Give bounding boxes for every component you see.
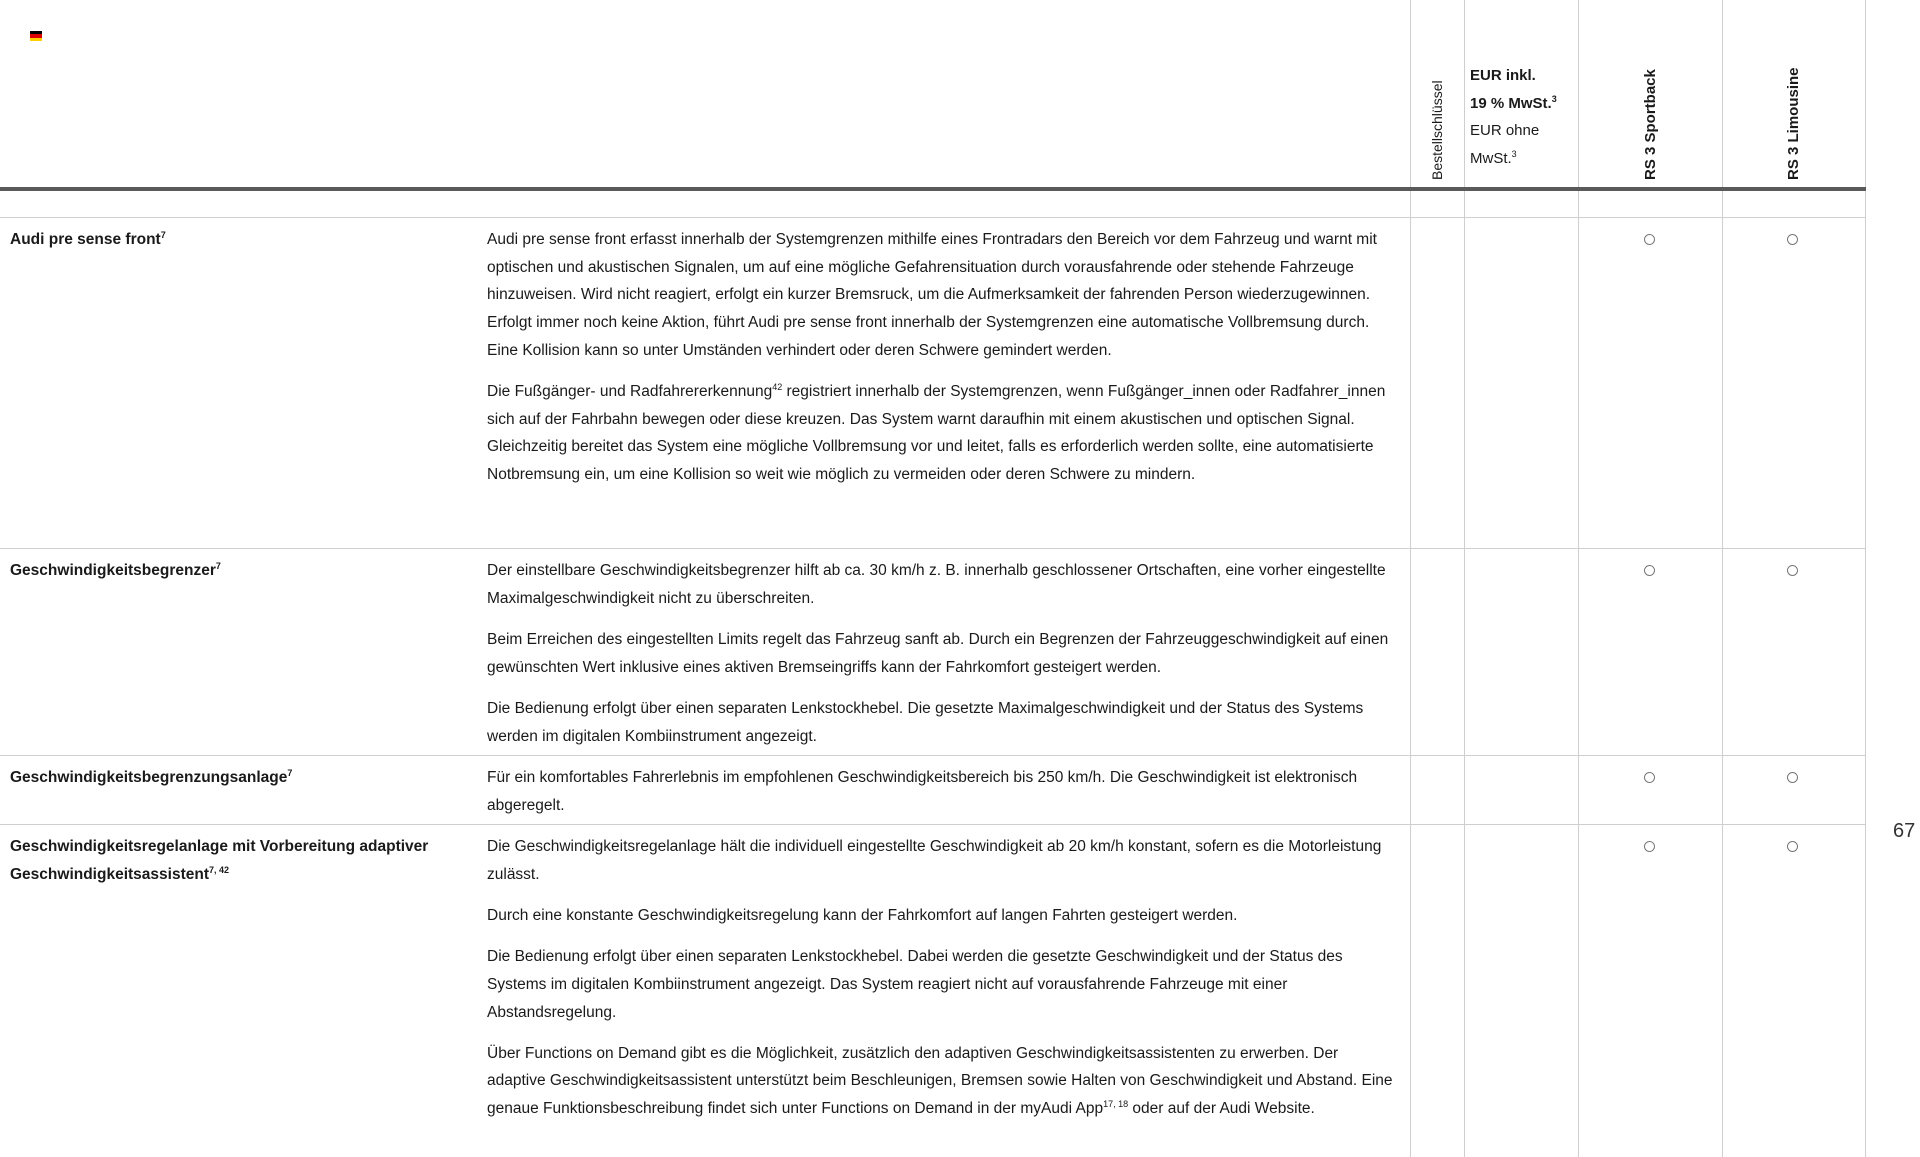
header-rule	[0, 187, 1866, 191]
feature-name: Audi pre sense front$^7$	[10, 229, 166, 248]
feature-description	[487, 557, 1397, 764]
optional-equipment-icon	[1787, 565, 1798, 576]
model-header-sportback: RS 3 Sportback	[1642, 69, 1659, 180]
price-excl-line1: EUR ohne	[1470, 122, 1540, 139]
price-incl-line2: 19 % MwSt.$^3$	[1470, 93, 1557, 112]
optional-equipment-icon	[1787, 772, 1798, 783]
feature-name: Geschwindigkeitsregelanlage mit Vorbereitung adaptiver Geschwindigkeitsassistent$^{7, 42}$	[10, 838, 429, 883]
column-divider	[1578, 0, 1579, 1157]
feature-name: Geschwindigkeitsbegrenzer$^7$	[10, 560, 221, 579]
column-divider	[1722, 0, 1723, 1157]
row-divider	[0, 217, 1866, 218]
description-paragraph: Über Functions on Demand gibt es die Möglichkeit, zusätzlich den adaptiven Geschwindigkeitsassistenten zu erwerben. Der adaptive Geschwindigkeitsassistent unterstützt beim Beschleunigen, Bremsen sowie Halten von Geschwindigkeit und Abstand. Eine genaue Funktionsbeschreibung findet sich unter Functions on Demand in der myAudi App$^{17, 18}$ oder auf der Audi Website.	[487, 1044, 1393, 1118]
flag-stripe-gold	[30, 38, 42, 41]
description-paragraph: Durch eine konstante Geschwindigkeitsregelung kann der Fahrkomfort auf langen Fahrten gesteigert werden.	[487, 906, 1238, 924]
model-header-limousine: RS 3 Limousine	[1785, 67, 1802, 180]
optional-equipment-icon	[1787, 234, 1798, 245]
description-paragraph: Der einstellbare Geschwindigkeitsbegrenzer hilft ab ca. 30 km/h z. B. innerhalb geschlossener Ortschaften, eine vorher eingestellte Maximalgeschwindigkeit nicht zu überschreiten.	[487, 562, 1386, 607]
column-divider	[1464, 0, 1465, 1157]
optional-equipment-icon	[1644, 234, 1655, 245]
description-paragraph: Die Bedienung erfolgt über einen separaten Lenkstockhebel. Die gesetzte Maximalgeschwindigkeit und der Status des Systems werden im digitalen Kombiinstrument angezeigt.	[487, 699, 1364, 745]
price-header	[1470, 62, 1580, 172]
german-flag-icon	[30, 31, 42, 41]
optional-equipment-icon	[1644, 841, 1655, 852]
description-paragraph: Beim Erreichen des eingestellten Limits regelt das Fahrzeug sanft ab. Durch ein Begrenzen der Fahrzeuggeschwindigkeit auf einen gewünschten Wert inklusive eines aktiven Bremseingriffs kann der Fahrkomfort gesteigert werden.	[487, 630, 1389, 676]
price-incl-line1: EUR inkl.	[1470, 67, 1536, 84]
feature-description	[487, 764, 1397, 833]
description-paragraph: Audi pre sense front erfasst innerhalb der Systemgrenzen mithilfe eines Frontradars den Bereich vor dem Fahrzeug und warnt mit optischen und akustischen Signalen, um auf eine mögliche Gefahrensituation durch vorausfahrende oder stehende Fahrzeuge hinzuweisen. Wird nicht reagiert, erfolgt ein kurzer Bremsruck, um die Aufmerksamkeit der fahrenden Person wiederzugewinnen. Erfolgt immer noch keine Aktion, führt Audi pre sense front innerhalb der Systemgrenzen eine automatische Vollbremsung durch. Eine Kollision kann so unter Umständen verhindert oder deren Schwere gemindert werden.	[487, 231, 1377, 359]
description-paragraph: Für ein komfortables Fahrerlebnis im empfohlenen Geschwindigkeitsbereich bis 250 km/h. Die Geschwindigkeit ist elektronisch abgeregelt.	[487, 769, 1358, 814]
description-paragraph: Die Geschwindigkeitsregelanlage hält die individuell eingestellte Geschwindigkeit ab 20 km/h konstant, sofern es die Motorleistung zulässt.	[487, 838, 1382, 883]
feature-description	[487, 833, 1397, 1136]
price-excl-line2: MwSt.$^3$	[1470, 148, 1517, 167]
column-divider	[1865, 0, 1866, 1157]
page-number: 67	[1893, 820, 1916, 842]
description-paragraph: Die Bedienung erfolgt über einen separaten Lenkstockhebel. Dabei werden die gesetzte Geschwindigkeit und der Status des Systems im digitalen Kombiinstrument angezeigt. Das System reagiert nicht auf vorausfahrende Fahrzeuge mit einer Abstandsregelung.	[487, 948, 1343, 1021]
row-divider	[0, 548, 1866, 549]
optional-equipment-icon	[1644, 565, 1655, 576]
feature-description	[487, 226, 1397, 502]
optional-equipment-icon	[1787, 841, 1798, 852]
optional-equipment-icon	[1644, 772, 1655, 783]
description-paragraph: Die Fußgänger- und Radfahrererkennung$^{42}$ registriert innerhalb der Systemgrenzen, wenn Fußgänger_innen oder Radfahrer_innen sich auf der Fahrbahn bewegen oder diese kreuzen. Das System warnt daraufhin mit einem akustischen und optischen Signal. Gleichzeitig bereitet das System eine mögliche Vollbremsung vor und leitet, falls es erforderlich werden sollte, eine automatisierte Notbremsung ein, um eine Kollision so weit wie möglich zu vermeiden oder deren Schwere zu mindern.	[487, 381, 1386, 484]
feature-name: Geschwindigkeitsbegrenzungsanlage$^7$	[10, 767, 293, 786]
column-divider	[1410, 0, 1411, 1157]
order-key-header: Bestellschlüssel	[1429, 80, 1445, 180]
